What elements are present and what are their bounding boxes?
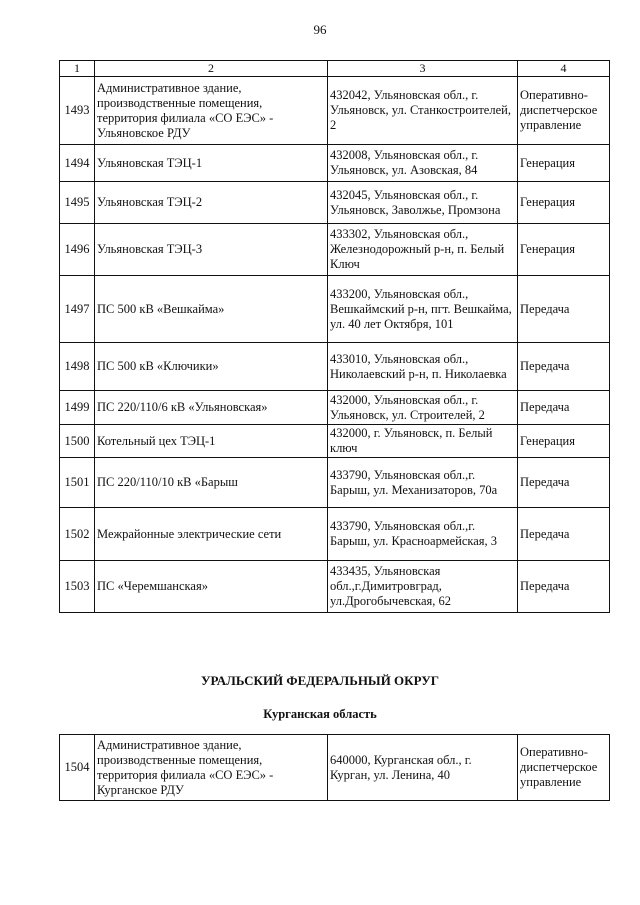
objects-table xyxy=(59,60,610,613)
row-number: 1503 xyxy=(60,561,95,613)
row-number: 1499 xyxy=(60,391,95,425)
row-number: 1500 xyxy=(60,425,95,458)
table-row xyxy=(60,508,610,561)
object-name: Административное здание, производственные помещения, территория филиала «СО ЕЭС» - Курганское РДУ xyxy=(95,735,328,801)
object-address: 433200, Ульяновская обл., Вешкаймский р-н, пгт. Вешкайма, ул. 40 лет Октября, 101 xyxy=(328,276,518,343)
table-row xyxy=(60,224,610,276)
object-category: Генерация xyxy=(518,224,610,276)
object-address: 432042, Ульяновская обл., г. Ульяновск, ул. Станкостроителей, 2 xyxy=(328,77,518,145)
object-address: 432045, Ульяновская обл., г. Ульяновск, Заволжье, Промзона xyxy=(328,182,518,224)
row-number: 1504 xyxy=(60,735,95,801)
object-category: Генерация xyxy=(518,145,610,182)
header-col-1: 1 xyxy=(60,61,95,77)
object-category: Оперативно-диспетчерское управление xyxy=(518,77,610,145)
object-address: 433790, Ульяновская обл.,г. Барыш, ул. Красноармейская, 3 xyxy=(328,508,518,561)
object-category: Генерация xyxy=(518,182,610,224)
object-category: Передача xyxy=(518,276,610,343)
object-name: Ульяновская ТЭЦ-3 xyxy=(95,224,328,276)
object-name: Административное здание, производственные помещения, территория филиала «СО ЕЭС» - Ульяновское РДУ xyxy=(95,77,328,145)
object-category: Оперативно-диспетчерское управление xyxy=(518,735,610,801)
object-category: Генерация xyxy=(518,425,610,458)
table-row xyxy=(60,77,610,145)
object-address: 640000, Курганская обл., г. Курган, ул. Ленина, 40 xyxy=(328,735,518,801)
object-name: ПС «Черемшанская» xyxy=(95,561,328,613)
object-category: Передача xyxy=(518,458,610,508)
table-row xyxy=(60,425,610,458)
header-col-2: 2 xyxy=(95,61,328,77)
row-number: 1501 xyxy=(60,458,95,508)
object-name: ПС 500 кВ «Ключики» xyxy=(95,343,328,391)
header-col-4: 4 xyxy=(518,61,610,77)
object-name: Ульяновская ТЭЦ-1 xyxy=(95,145,328,182)
object-category: Передача xyxy=(518,343,610,391)
object-address: 433302, Ульяновская обл., Железнодорожный р-н, п. Белый Ключ xyxy=(328,224,518,276)
row-number: 1497 xyxy=(60,276,95,343)
object-name: ПС 500 кВ «Вешкайма» xyxy=(95,276,328,343)
table-row xyxy=(60,735,610,801)
table-row xyxy=(60,343,610,391)
row-number: 1502 xyxy=(60,508,95,561)
object-address: 432000, Ульяновская обл., г. Ульяновск, ул. Строителей, 2 xyxy=(328,391,518,425)
object-category: Передача xyxy=(518,508,610,561)
object-address: 432000, г. Ульяновск, п. Белый ключ xyxy=(328,425,518,458)
page-number: 96 xyxy=(313,22,327,37)
object-address: 433010, Ульяновская обл., Николаевский р-н, п. Николаевка xyxy=(328,343,518,391)
row-number: 1495 xyxy=(60,182,95,224)
object-name: Ульяновская ТЭЦ-2 xyxy=(95,182,328,224)
row-number: 1493 xyxy=(60,77,95,145)
object-name: Котельный цех ТЭЦ-1 xyxy=(95,425,328,458)
object-category: Передача xyxy=(518,561,610,613)
row-number: 1496 xyxy=(60,224,95,276)
region-heading: Курганская область xyxy=(263,707,377,721)
object-name: ПС 220/110/10 кВ «Барыш xyxy=(95,458,328,508)
table-row xyxy=(60,561,610,613)
table-header-row xyxy=(60,61,610,77)
table-row xyxy=(60,391,610,425)
object-address: 433435, Ульяновская обл.,г.Димитровград, ул.Дрогобычевская, 62 xyxy=(328,561,518,613)
object-address: 432008, Ульяновская обл., г. Ульяновск, ул. Азовская, 84 xyxy=(328,145,518,182)
row-number: 1494 xyxy=(60,145,95,182)
table-row xyxy=(60,145,610,182)
federal-district-heading: УРАЛЬСКИЙ ФЕДЕРАЛЬНЫЙ ОКРУГ xyxy=(200,673,440,688)
objects-table-kurgan xyxy=(59,734,610,801)
object-name: Межрайонные электрические сети xyxy=(95,508,328,561)
table-row xyxy=(60,458,610,508)
table-row xyxy=(60,276,610,343)
header-col-3: 3 xyxy=(328,61,518,77)
row-number: 1498 xyxy=(60,343,95,391)
object-category: Передача xyxy=(518,391,610,425)
object-address: 433790, Ульяновская обл.,г. Барыш, ул. Механизаторов, 70а xyxy=(328,458,518,508)
table-row xyxy=(60,182,610,224)
object-name: ПС 220/110/6 кВ «Ульяновская» xyxy=(95,391,328,425)
